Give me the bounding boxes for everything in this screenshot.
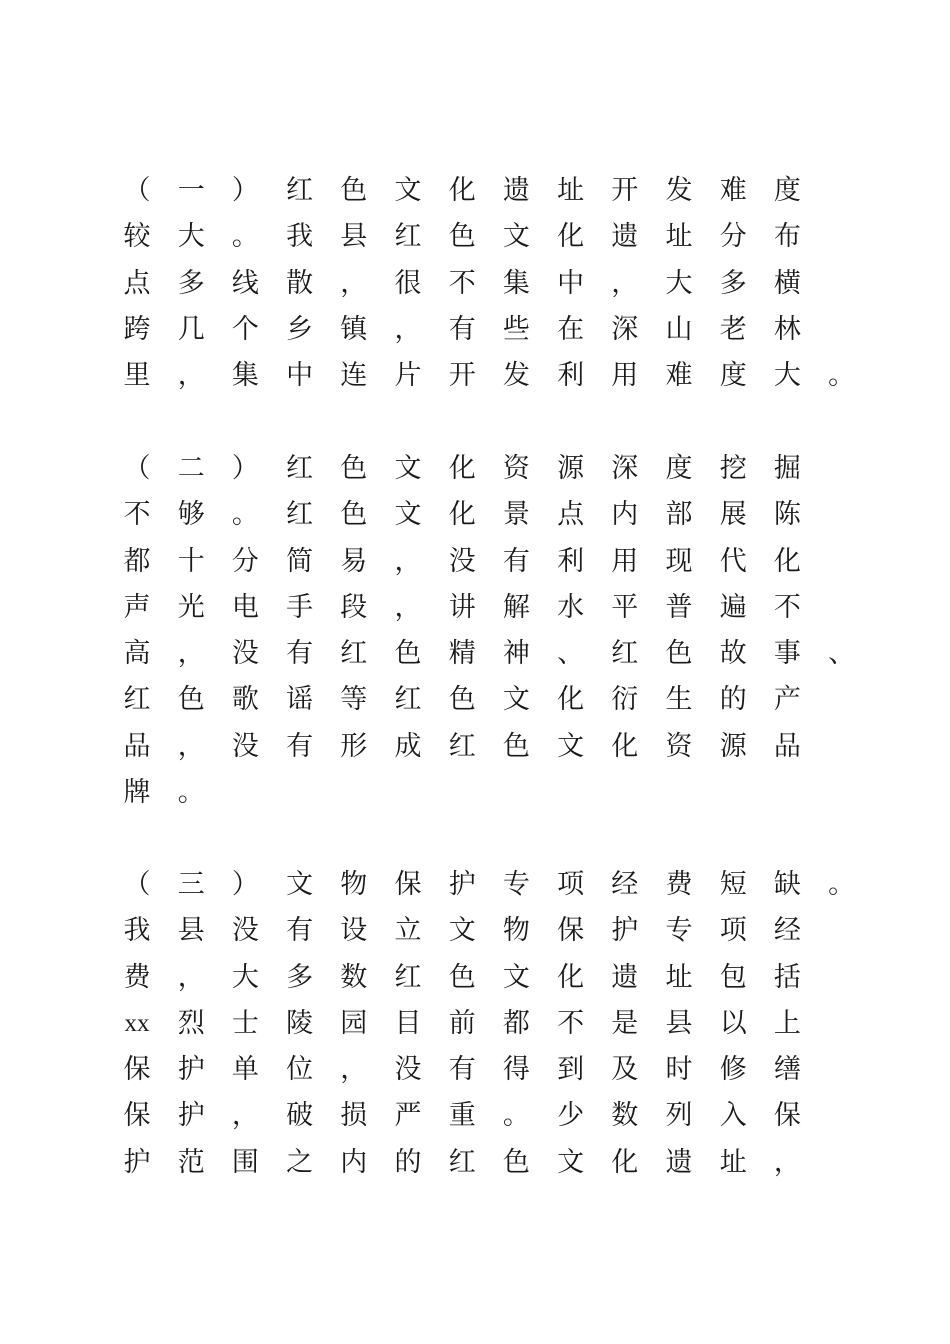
glyph: 内: [340, 1146, 368, 1178]
glyph: 费: [123, 961, 151, 993]
glyph: 缮: [773, 1054, 801, 1086]
glyph: 用: [611, 545, 639, 577]
glyph: 解: [502, 591, 530, 623]
glyph: ，: [394, 591, 422, 623]
glyph: 护: [123, 1146, 151, 1178]
glyph: 色: [502, 730, 530, 762]
glyph: 文: [557, 1146, 585, 1178]
glyph: 散: [286, 267, 314, 299]
glyph: 简: [286, 545, 314, 577]
glyph: 有: [448, 313, 476, 345]
glyph: （: [123, 453, 151, 484]
glyph: 展: [719, 499, 747, 531]
glyph: 护: [177, 1100, 205, 1132]
glyph: 大: [665, 267, 693, 299]
glyph: 址: [665, 221, 693, 253]
glyph: xx: [124, 1009, 150, 1037]
glyph: 深: [611, 313, 639, 345]
glyph: 不: [773, 591, 801, 623]
glyph: 化: [611, 1146, 639, 1178]
glyph: 护: [177, 1054, 205, 1086]
glyph: 不: [123, 499, 151, 531]
glyph: 遍: [719, 591, 747, 623]
glyph: 文: [394, 175, 422, 206]
glyph: 二: [177, 453, 205, 484]
glyph: 镇: [340, 313, 368, 345]
glyph: 士: [231, 1007, 259, 1039]
glyph: 修: [719, 1054, 747, 1086]
glyph: 红: [286, 175, 314, 206]
glyph: 色: [448, 221, 476, 253]
glyph: 水: [557, 591, 585, 623]
glyph: 没: [448, 545, 476, 577]
glyph: 代: [719, 545, 747, 577]
glyph: 大: [177, 221, 205, 253]
glyph: 红: [611, 638, 639, 670]
glyph: 大: [773, 360, 801, 392]
glyph: 多: [177, 267, 205, 299]
glyph: 化: [557, 961, 585, 993]
glyph: 化: [773, 545, 801, 577]
glyph: 形: [340, 730, 368, 762]
glyph: 分: [719, 221, 747, 253]
paragraph-2: [0, 446, 950, 816]
glyph: 中: [286, 360, 314, 392]
glyph: 范: [177, 1146, 205, 1178]
glyph: 我: [286, 221, 314, 253]
glyph: 用: [611, 360, 639, 392]
glyph: 立: [394, 915, 422, 947]
text-line: [0, 1140, 950, 1186]
glyph: 十: [177, 545, 205, 577]
glyph: 利: [557, 545, 585, 577]
text-line: [0, 862, 950, 908]
glyph: 以: [719, 1007, 747, 1039]
glyph: 普: [665, 591, 693, 623]
glyph: 衍: [611, 684, 639, 716]
glyph: 红: [394, 221, 422, 253]
glyph: 化: [448, 453, 476, 484]
glyph: 化: [448, 499, 476, 531]
glyph: 大: [231, 961, 259, 993]
glyph: 色: [177, 684, 205, 716]
glyph: 有: [286, 638, 314, 670]
glyph: 保: [557, 915, 585, 947]
glyph: ，: [773, 1146, 801, 1178]
glyph: 入: [719, 1100, 747, 1132]
glyph: 几: [177, 313, 205, 345]
glyph: 掘: [773, 453, 801, 484]
glyph: 牌: [123, 777, 151, 809]
glyph: 位: [286, 1054, 314, 1086]
text-line: [0, 585, 950, 631]
glyph: 县: [177, 915, 205, 947]
glyph: 。: [231, 221, 259, 253]
glyph: ，: [340, 267, 368, 299]
glyph: 陵: [286, 1007, 314, 1039]
glyph: 费: [665, 869, 693, 900]
glyph: 及: [611, 1054, 639, 1086]
glyph: 有: [286, 730, 314, 762]
text-line: [0, 677, 950, 723]
glyph: 县: [665, 1007, 693, 1039]
glyph: 严: [394, 1100, 422, 1132]
glyph: 的: [394, 1146, 422, 1178]
glyph: 。: [177, 777, 205, 809]
glyph: 景: [502, 499, 530, 531]
glyph: 度: [719, 360, 747, 392]
glyph: ）: [231, 453, 259, 484]
glyph: 事: [773, 638, 801, 670]
glyph: 我: [123, 915, 151, 947]
glyph: 一: [177, 175, 205, 206]
glyph: 讲: [448, 591, 476, 623]
glyph: 保: [123, 1100, 151, 1132]
glyph: 数: [340, 961, 368, 993]
glyph: 有: [502, 545, 530, 577]
glyph: 专: [502, 869, 530, 900]
glyph: 手: [286, 591, 314, 623]
glyph: 文: [557, 730, 585, 762]
glyph: 神: [502, 638, 530, 670]
glyph: （: [123, 869, 151, 900]
paragraph-3: [0, 862, 950, 1186]
glyph: 度: [773, 175, 801, 206]
glyph: 乡: [286, 313, 314, 345]
glyph: 源: [557, 453, 585, 484]
glyph: 段: [340, 591, 368, 623]
glyph: 文: [286, 869, 314, 900]
glyph: ，: [394, 545, 422, 577]
glyph: 成: [394, 730, 422, 762]
glyph: 源: [719, 730, 747, 762]
glyph: 有: [286, 915, 314, 947]
glyph: 护: [448, 869, 476, 900]
text-line: [0, 307, 950, 353]
glyph: 较: [123, 221, 151, 253]
glyph: 有: [448, 1054, 476, 1086]
glyph: 文: [448, 915, 476, 947]
glyph: 址: [719, 1146, 747, 1178]
glyph: 多: [719, 267, 747, 299]
glyph: 色: [394, 638, 422, 670]
glyph: 点: [123, 267, 151, 299]
glyph: 中: [557, 267, 585, 299]
glyph: 三: [177, 869, 205, 900]
glyph: 易: [340, 545, 368, 577]
glyph: 化: [557, 221, 585, 253]
text-line: [0, 1047, 950, 1093]
text-line: [0, 492, 950, 538]
glyph: 遗: [665, 1146, 693, 1178]
glyph: 光: [177, 591, 205, 623]
glyph: 保: [773, 1100, 801, 1132]
glyph: 得: [502, 1054, 530, 1086]
glyph: ，: [340, 1054, 368, 1086]
glyph: 遗: [611, 961, 639, 993]
glyph: 文: [394, 453, 422, 484]
glyph: 目: [394, 1007, 422, 1039]
glyph: 是: [611, 1007, 639, 1039]
glyph: 利: [557, 360, 585, 392]
glyph: 短: [719, 869, 747, 900]
glyph: 部: [665, 499, 693, 531]
glyph: 园: [340, 1007, 368, 1039]
glyph: 不: [557, 1007, 585, 1039]
glyph: 色: [340, 453, 368, 484]
glyph: 内: [611, 499, 639, 531]
glyph: 项: [719, 915, 747, 947]
glyph: 没: [231, 730, 259, 762]
text-line: [0, 214, 950, 260]
glyph: 红: [286, 453, 314, 484]
glyph: 里: [123, 360, 151, 392]
glyph: 老: [719, 313, 747, 345]
glyph: 色: [448, 961, 476, 993]
glyph: 、: [828, 638, 856, 670]
glyph: 都: [123, 545, 151, 577]
glyph: 红: [394, 961, 422, 993]
glyph: 连: [340, 360, 368, 392]
glyph: 到: [557, 1054, 585, 1086]
glyph: 个: [231, 313, 259, 345]
glyph: 很: [394, 267, 422, 299]
glyph: 资: [665, 730, 693, 762]
text-line: [0, 1093, 950, 1139]
glyph: 度: [665, 453, 693, 484]
glyph: 点: [557, 499, 585, 531]
glyph: 开: [448, 360, 476, 392]
glyph: 不: [448, 267, 476, 299]
glyph: 精: [448, 638, 476, 670]
glyph: 布: [773, 221, 801, 253]
text-line: [0, 724, 950, 770]
glyph: 的: [719, 684, 747, 716]
glyph: 歌: [231, 684, 259, 716]
glyph: 红: [340, 638, 368, 670]
glyph: 集: [502, 267, 530, 299]
glyph: 包: [719, 961, 747, 993]
glyph: 文: [502, 961, 530, 993]
glyph: 高: [123, 638, 151, 670]
glyph: 化: [557, 684, 585, 716]
glyph: ，: [611, 267, 639, 299]
glyph: 山: [665, 313, 693, 345]
glyph: 没: [231, 915, 259, 947]
glyph: 没: [394, 1054, 422, 1086]
glyph: 发: [665, 175, 693, 206]
glyph: 发: [502, 360, 530, 392]
glyph: 横: [773, 267, 801, 299]
glyph: 难: [665, 360, 693, 392]
glyph: 时: [665, 1054, 693, 1086]
glyph: 上: [773, 1007, 801, 1039]
glyph: 遗: [611, 221, 639, 253]
text-line: [0, 770, 950, 816]
glyph: 文: [502, 221, 530, 253]
glyph: ，: [394, 313, 422, 345]
glyph: 物: [340, 869, 368, 900]
glyph: 声: [123, 591, 151, 623]
glyph: 专: [665, 915, 693, 947]
glyph: 单: [231, 1054, 259, 1086]
glyph: 片: [394, 360, 422, 392]
glyph: 品: [773, 730, 801, 762]
glyph: 经: [611, 869, 639, 900]
glyph: 色: [502, 1146, 530, 1178]
glyph: 经: [773, 915, 801, 947]
glyph: 红: [448, 1146, 476, 1178]
glyph: 生: [665, 684, 693, 716]
glyph: 项: [557, 869, 585, 900]
glyph: 损: [340, 1100, 368, 1132]
paragraph-1: [0, 168, 950, 399]
text-line: [0, 1001, 950, 1047]
glyph: ，: [177, 730, 205, 762]
glyph: 列: [665, 1100, 693, 1132]
glyph: 物: [502, 915, 530, 947]
glyph: 县: [340, 221, 368, 253]
glyph: 。: [231, 499, 259, 531]
glyph: 红: [123, 684, 151, 716]
text-line: [0, 261, 950, 307]
glyph: 产: [773, 684, 801, 716]
glyph: 址: [665, 961, 693, 993]
text-line: [0, 446, 950, 492]
glyph: 林: [773, 313, 801, 345]
glyph: 资: [502, 453, 530, 484]
glyph: 破: [286, 1100, 314, 1132]
glyph: 烈: [177, 1007, 205, 1039]
glyph: ，: [177, 961, 205, 993]
glyph: 文: [394, 499, 422, 531]
glyph: 些: [502, 313, 530, 345]
glyph: 品: [123, 730, 151, 762]
text-line: [0, 539, 950, 585]
text-line: [0, 353, 950, 399]
text-line: [0, 955, 950, 1001]
glyph: 红: [286, 499, 314, 531]
glyph: 少: [557, 1100, 585, 1132]
glyph: 挖: [719, 453, 747, 484]
glyph: 设: [340, 915, 368, 947]
glyph: 、: [557, 638, 585, 670]
glyph: 电: [231, 591, 259, 623]
glyph: 。: [502, 1100, 530, 1132]
glyph: 。: [828, 360, 856, 392]
glyph: 线: [231, 267, 259, 299]
glyph: 都: [502, 1007, 530, 1039]
glyph: 色: [340, 499, 368, 531]
glyph: 没: [231, 638, 259, 670]
glyph: 文: [502, 684, 530, 716]
glyph: 色: [340, 175, 368, 206]
glyph: ，: [231, 1100, 259, 1132]
glyph: 围: [231, 1146, 259, 1178]
text-line: [0, 908, 950, 954]
glyph: （: [123, 175, 151, 206]
glyph: 保: [394, 869, 422, 900]
text-line: [0, 631, 950, 677]
glyph: 够: [177, 499, 205, 531]
glyph: 护: [611, 915, 639, 947]
glyph: 缺: [773, 869, 801, 900]
glyph: 分: [231, 545, 259, 577]
glyph: 集: [231, 360, 259, 392]
glyph: 化: [611, 730, 639, 762]
glyph: 平: [611, 591, 639, 623]
glyph: 开: [611, 175, 639, 206]
glyph: 遗: [502, 175, 530, 206]
glyph: 化: [448, 175, 476, 206]
glyph: 红: [448, 730, 476, 762]
glyph: 保: [123, 1054, 151, 1086]
glyph: 难: [719, 175, 747, 206]
text-line: [0, 168, 950, 214]
glyph: 现: [665, 545, 693, 577]
glyph: 多: [286, 961, 314, 993]
glyph: ）: [231, 175, 259, 206]
glyph: 。: [828, 869, 856, 900]
glyph: ，: [177, 360, 205, 392]
glyph: 色: [448, 684, 476, 716]
glyph: 跨: [123, 313, 151, 345]
glyph: 谣: [286, 684, 314, 716]
glyph: 址: [557, 175, 585, 206]
glyph: 重: [448, 1100, 476, 1132]
glyph: 陈: [773, 499, 801, 531]
glyph: 括: [773, 961, 801, 993]
glyph: 在: [557, 313, 585, 345]
glyph: 等: [340, 684, 368, 716]
glyph: 色: [665, 638, 693, 670]
glyph: ）: [231, 869, 259, 900]
glyph: 深: [611, 453, 639, 484]
glyph: 之: [286, 1146, 314, 1178]
glyph: 数: [611, 1100, 639, 1132]
glyph: 红: [394, 684, 422, 716]
glyph: 前: [448, 1007, 476, 1039]
glyph: 故: [719, 638, 747, 670]
glyph: ，: [177, 638, 205, 670]
